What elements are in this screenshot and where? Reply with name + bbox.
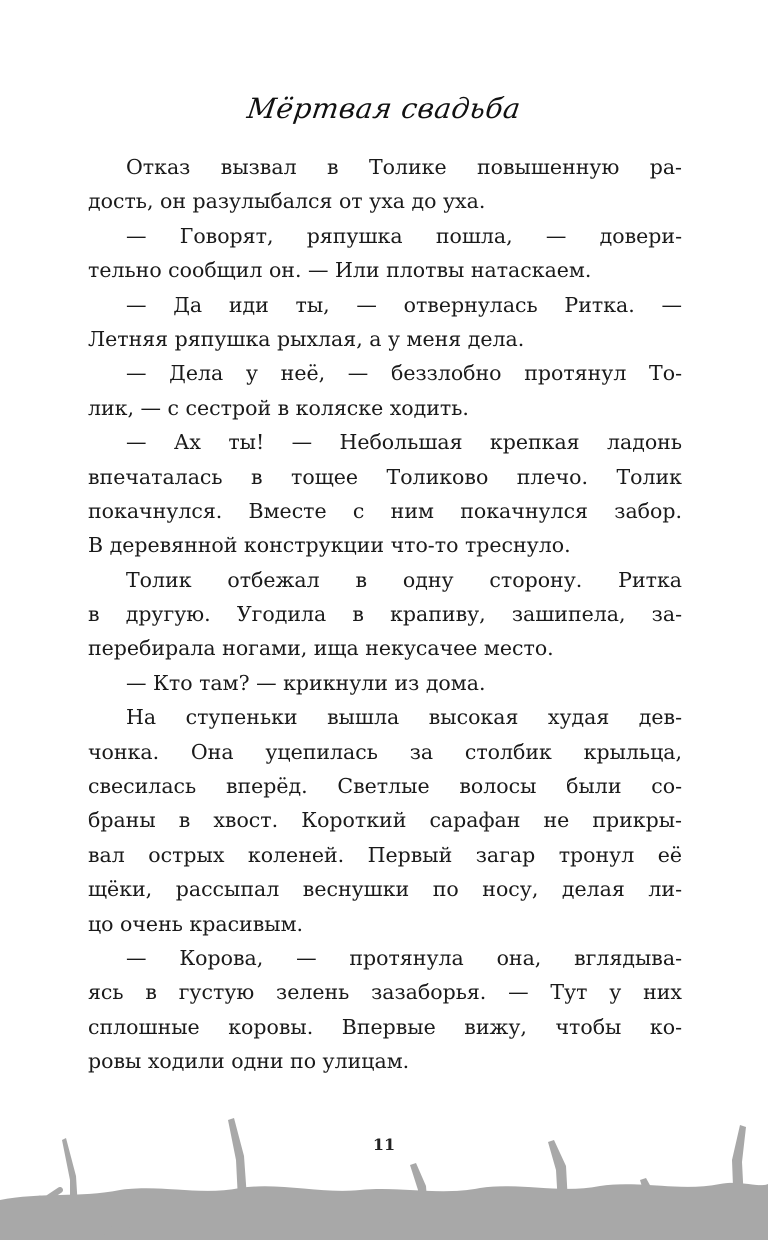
text-line: ясь в густую зелень зазаборья. — Тут у них [88,980,682,1005]
text-line: сплошные коровы. Впервые вижу, чтобы ко- [88,1014,682,1039]
text-line: — Говорят, ряпушка пошла, — довери- [126,223,682,248]
grass-silhouette-decoration [0,1080,768,1240]
text-line: На ступеньки вышла высокая худая дев- [126,705,682,730]
text-line: ровы ходили одни по улицам. [88,1049,410,1074]
text-line: впечаталась в тощее Толиково плечо. Толик [88,464,682,489]
text-line: перебирала ногами, ища некусачее место. [88,636,554,661]
text-line: браны в хвост. Короткий сарафан не прикры- [88,808,682,833]
text-line: чонка. Она уцепилась за столбик крыльца, [88,739,682,764]
text-line: — Ах ты! — Небольшая крепкая ладонь [126,430,682,455]
text-line: свесилась вперёд. Светлые волосы были со- [88,774,682,799]
text-line: тельно сообщил он. — Или плотвы натаскаем. [88,258,592,283]
running-header-title: Мёртвая свадьба [245,92,523,125]
text-line: Толик отбежал в одну сторону. Ритка [126,567,682,592]
text-line: — Да иди ты, — отвернулась Ритка. — [126,292,682,317]
text-line: Отказ вызвал в Толике повышенную ра- [126,155,682,179]
text-line: щёки, рассыпал веснушки по носу, делая ли- [88,877,682,902]
page-number: 11 [372,1135,396,1154]
text-line: дость, он разулыбался от уха до уха. [88,189,486,214]
text-line: — Корова, — протянула она, вглядыва- [126,945,682,970]
text-line: Летняя ряпушка рыхлая, а у меня дела. [88,326,525,351]
text-line: в другую. Угодила в крапиву, зашипела, за- [88,602,682,627]
text-line: — Дела у неё, — беззлобно протянул То- [126,361,682,386]
text-line: вал острых коленей. Первый загар тронул её [88,842,682,867]
text-line: покачнулся. Вместе с ним покачнулся забор. [88,498,682,523]
text-line: лик, — с сестрой в коляске ходить. [88,395,469,420]
text-line: В деревянной конструкции что-то треснуло. [88,533,571,558]
text-line: цо очень красивым. [88,911,304,936]
page-text-body [88,150,682,1079]
text-line: — Кто там? — крикнули из дома. [126,670,486,695]
